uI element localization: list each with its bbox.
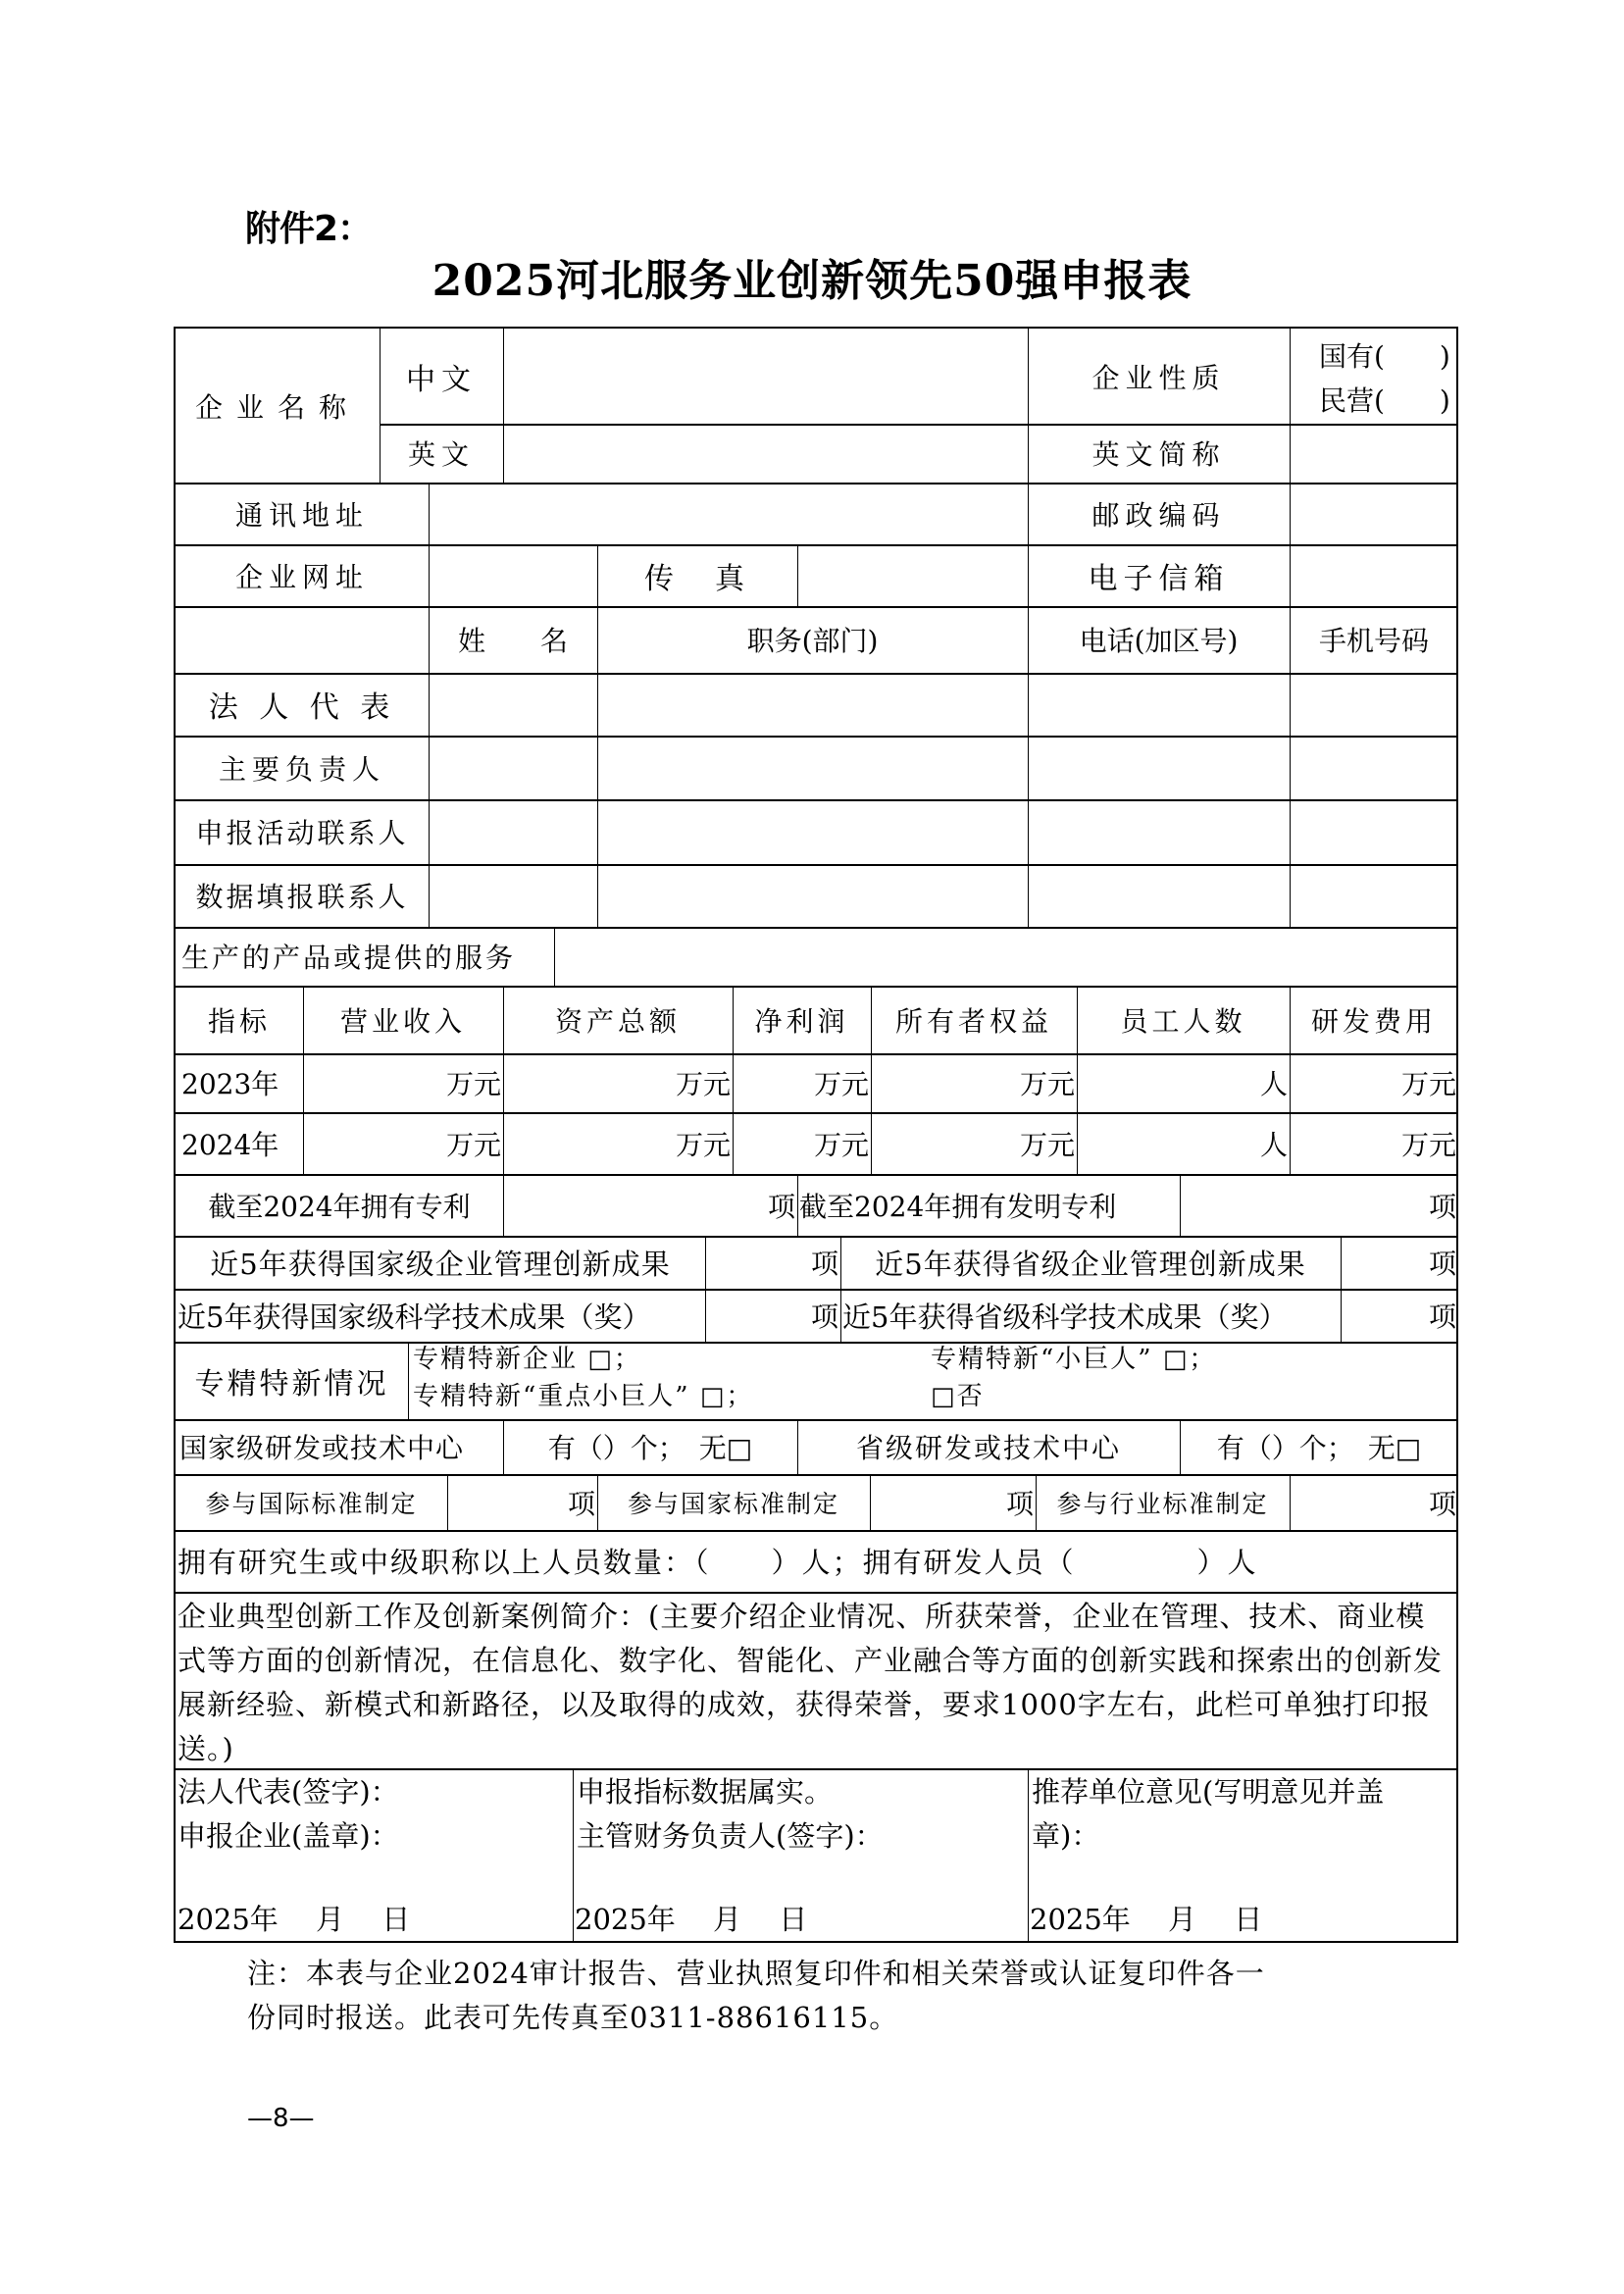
postcode-label: 邮政编码 [1091, 498, 1226, 532]
provincial-mgmt-label: 近5年获得省级企业管理创新成果 [875, 1247, 1306, 1281]
english-abbr-field[interactable] [1292, 424, 1458, 483]
fin-2023-equity[interactable]: 万元 [1019, 1068, 1075, 1100]
fin-year-2024: 2024年 [181, 1128, 279, 1161]
page-title: 2025河北服务业创新领先50强申报表 [431, 256, 1193, 306]
website-label: 企业网址 [234, 560, 369, 593]
attachment-label: 附件2： [245, 209, 373, 249]
national-mgmt-count[interactable]: 项 [810, 1248, 838, 1280]
provincial-rd-value[interactable]: 有（）个； 无□ [1216, 1432, 1422, 1464]
website-field[interactable] [431, 544, 597, 606]
company-nature-label: 企业性质 [1091, 361, 1226, 394]
intl-standard-label: 参与国际标准制定 [205, 1489, 418, 1518]
contact-row-main-responsible: 主要负责人 [218, 752, 385, 786]
company-nature-options[interactable] [1319, 334, 1450, 423]
fin-header-equity: 所有者权益 [894, 1004, 1052, 1038]
fin-2023-revenue[interactable]: 万元 [445, 1068, 501, 1100]
industry-standard-count[interactable]: 项 [1428, 1487, 1456, 1520]
fin-header-indicator: 指标 [207, 1004, 271, 1038]
company-seal-label[interactable]: 申报企业(盖章)： [178, 1819, 399, 1853]
data-accuracy-statement: 申报指标数据属实。 [577, 1775, 834, 1809]
legal-rep-signature-label[interactable]: 法人代表(签字)： [178, 1775, 399, 1809]
english-name-field[interactable] [505, 424, 1028, 483]
signature-block-company [178, 1770, 399, 1859]
recommender-seal-label[interactable]: 章)： [1032, 1819, 1100, 1853]
national-standard-count[interactable]: 项 [1005, 1487, 1034, 1520]
finance-date[interactable]: 2025年 月 日 [575, 1902, 808, 1936]
products-field[interactable] [556, 927, 1458, 986]
recommender-opinion-label[interactable]: 推荐单位意见(写明意见并盖 [1032, 1775, 1385, 1809]
provincial-sci-label: 近5年获得省级科学技术成果（奖） [842, 1300, 1288, 1334]
fin-2024-revenue[interactable]: 万元 [445, 1128, 501, 1161]
personnel-counts[interactable]: 拥有研究生或中级职称以上人员数量：（ ）人；拥有研发人员（ ）人 [178, 1546, 1258, 1579]
fin-2023-profit[interactable]: 万元 [813, 1068, 869, 1100]
patent-label: 截至2024年拥有专利 [208, 1190, 471, 1223]
provincial-rd-label: 省级研发或技术中心 [855, 1432, 1121, 1464]
email-field[interactable] [1292, 544, 1458, 606]
national-rd-label: 国家级研发或技术中心 [179, 1432, 465, 1464]
products-label: 生产的产品或提供的服务 [181, 942, 517, 974]
invention-patent-count[interactable]: 项 [1428, 1190, 1456, 1223]
chinese-name-label: 中文 [406, 362, 477, 397]
provincial-mgmt-count[interactable]: 项 [1428, 1248, 1456, 1280]
chinese-name-field[interactable] [505, 329, 1028, 424]
fax-label: 传 真 [644, 561, 750, 596]
application-form-table [174, 327, 1458, 1943]
nature-option-private[interactable]: 民营( ) [1319, 384, 1450, 417]
footnote [247, 1952, 1265, 2040]
fin-2024-profit[interactable]: 万元 [813, 1128, 869, 1161]
innovation-intro[interactable]: 企业典型创新工作及创新案例简介：(主要介绍企业情况、所获荣誉，企业在管理、技术、商业模式等方面的创新情况，在信息化、数字化、智能化、产业融合等方面的创新实践和探索出的创新发展新经验、新模式和新路径，以及取得的成效，获得荣誉，要求1000字左右，此栏可单独打印报送。) [178, 1600, 1444, 1765]
national-standard-label: 参与国家标准制定 [627, 1489, 839, 1518]
invention-patent-label: 截至2024年拥有发明专利 [799, 1190, 1117, 1223]
specialized-option-1[interactable]: 专精特新企业 □； [413, 1345, 641, 1374]
footnote-line-2: 份同时报送。此表可先传真至0311-88616115。 [247, 2001, 899, 2034]
fin-year-2023: 2023年 [181, 1068, 279, 1100]
fin-header-profit: 净利润 [754, 1004, 849, 1038]
email-label: 电子信箱 [1088, 561, 1230, 596]
specialized-option-2[interactable]: 专精特新“小巨人” □； [931, 1345, 1217, 1374]
english-abbr-label: 英文简称 [1091, 438, 1226, 471]
fin-2024-equity[interactable]: 万元 [1019, 1128, 1075, 1161]
contact-header-mobile: 手机号码 [1318, 625, 1429, 657]
contact-header-position: 职务(部门) [746, 625, 879, 657]
signature-block-recommender [1032, 1770, 1384, 1859]
fin-header-rd: 研发费用 [1310, 1004, 1437, 1038]
intl-standard-count[interactable]: 项 [567, 1487, 595, 1520]
fin-2023-assets[interactable]: 万元 [675, 1068, 731, 1100]
fin-header-employees: 员工人数 [1120, 1004, 1246, 1038]
contact-row-data-contact: 数据填报联系人 [195, 881, 409, 913]
postcode-field[interactable] [1292, 483, 1458, 544]
fin-2023-rd[interactable]: 万元 [1400, 1068, 1456, 1100]
national-mgmt-label: 近5年获得国家级企业管理创新成果 [210, 1247, 671, 1281]
company-name-label: 企业名称 [194, 390, 360, 424]
national-rd-value[interactable]: 有（）个； 无□ [547, 1432, 753, 1464]
fin-2023-employees[interactable]: 人 [1259, 1068, 1288, 1100]
patent-count[interactable]: 项 [767, 1190, 795, 1223]
company-date[interactable]: 2025年 月 日 [178, 1902, 411, 1936]
fin-2024-rd[interactable]: 万元 [1400, 1128, 1456, 1161]
recommender-date[interactable]: 2025年 月 日 [1030, 1902, 1263, 1936]
contact-row-legal-rep: 法 人 代 表 [208, 690, 396, 725]
signature-block-finance [577, 1770, 884, 1859]
page-number: —8— [247, 2104, 315, 2133]
finance-head-signature-label[interactable]: 主管财务负责人(签字)： [577, 1819, 884, 1853]
national-sci-label: 近5年获得国家级科学技术成果（奖） [178, 1300, 651, 1334]
address-label: 通讯地址 [234, 498, 369, 532]
fin-2024-assets[interactable]: 万元 [675, 1128, 731, 1161]
industry-standard-label: 参与行业标准制定 [1056, 1489, 1269, 1518]
national-sci-count[interactable]: 项 [810, 1300, 838, 1333]
fin-header-revenue: 营业收入 [339, 1004, 466, 1038]
fin-2024-employees[interactable]: 人 [1259, 1128, 1288, 1161]
contact-header-name: 姓 名 [457, 625, 568, 657]
address-field[interactable] [431, 483, 1028, 544]
specialized-label: 专精特新情况 [194, 1366, 389, 1402]
english-name-label: 英文 [407, 438, 475, 471]
contact-row-activity-contact: 申报活动联系人 [195, 817, 409, 849]
specialized-option-none[interactable]: □否 [931, 1382, 985, 1411]
contact-header-phone: 电话(加区号) [1079, 625, 1239, 657]
fin-header-assets: 资产总额 [554, 1004, 681, 1038]
specialized-option-3[interactable]: 专精特新“重点小巨人” □； [413, 1382, 754, 1411]
nature-option-state-owned[interactable]: 国有( ) [1319, 340, 1450, 373]
provincial-sci-count[interactable]: 项 [1428, 1300, 1456, 1333]
fax-field[interactable] [799, 544, 1028, 606]
footnote-line-1: 注：本表与企业2024审计报告、营业执照复印件和相关荣誉或认证复印件各一 [247, 1957, 1265, 1990]
